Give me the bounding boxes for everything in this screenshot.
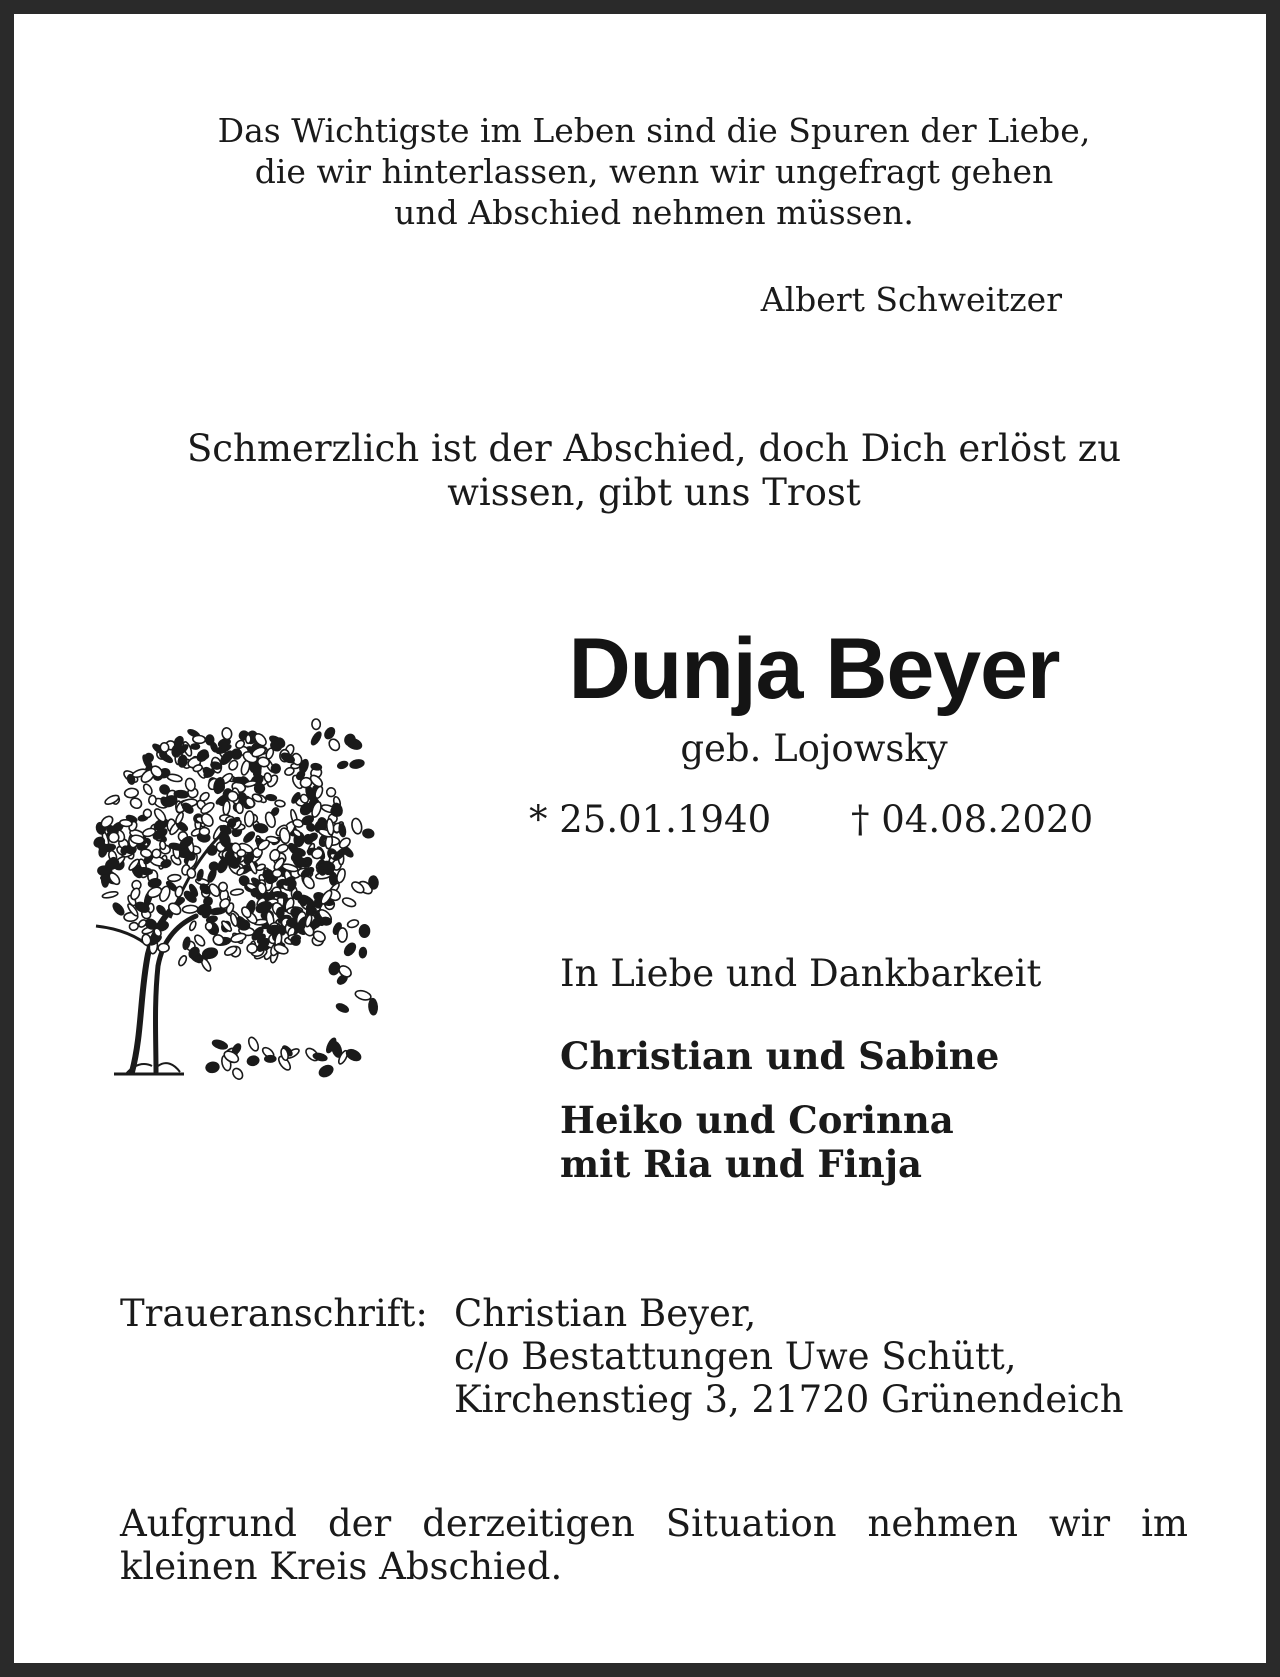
intro-line: wissen, gibt uns Trost — [447, 471, 861, 514]
windblown-tree-icon — [74, 704, 384, 1084]
address-label: Traueranschrift: — [120, 1292, 428, 1335]
quote — [114, 110, 1194, 233]
maiden-name: geb. Lojowsky — [680, 727, 948, 770]
death-date: † 04.08.2020 — [851, 798, 1094, 841]
intro-text — [114, 427, 1194, 515]
intro-line: Schmerzlich ist der Abschied, doch Dich erlöst zu — [186, 427, 1122, 470]
address-line: Christian Beyer, — [454, 1292, 757, 1335]
spacer — [560, 1078, 999, 1098]
mourners — [560, 1034, 999, 1186]
notice-text: Aufgrund der derzeitigen Situation nehmen wir im kleinen Kreis Abschied. — [120, 1502, 1188, 1588]
mourner-group: Christian und Sabine — [560, 1034, 1000, 1078]
quote-line: und Abschied nehmen müssen. — [394, 193, 914, 232]
mourner-group: Heiko und Corinna — [560, 1098, 954, 1142]
address-lines — [454, 1292, 1124, 1421]
address-line: c/o Bestattungen Uwe Schütt, — [454, 1335, 1017, 1378]
quote-author: Albert Schweitzer — [760, 280, 1062, 319]
gratitude-line: In Liebe und Dankbarkeit — [560, 952, 1042, 995]
tree-leaves — [92, 719, 378, 1081]
quote-line: die wir hinterlassen, wenn wir ungefragt gehen — [254, 152, 1054, 191]
address-line: Kirchenstieg 3, 21720 Grünendeich — [454, 1378, 1124, 1421]
deceased-name: Dunja Beyer — [568, 621, 1060, 717]
mourner-group: mit Ria und Finja — [560, 1142, 922, 1186]
quote-line: Das Wichtigste im Leben sind die Spuren der Liebe, — [217, 111, 1091, 150]
birth-date: * 25.01.1940 — [529, 798, 772, 841]
